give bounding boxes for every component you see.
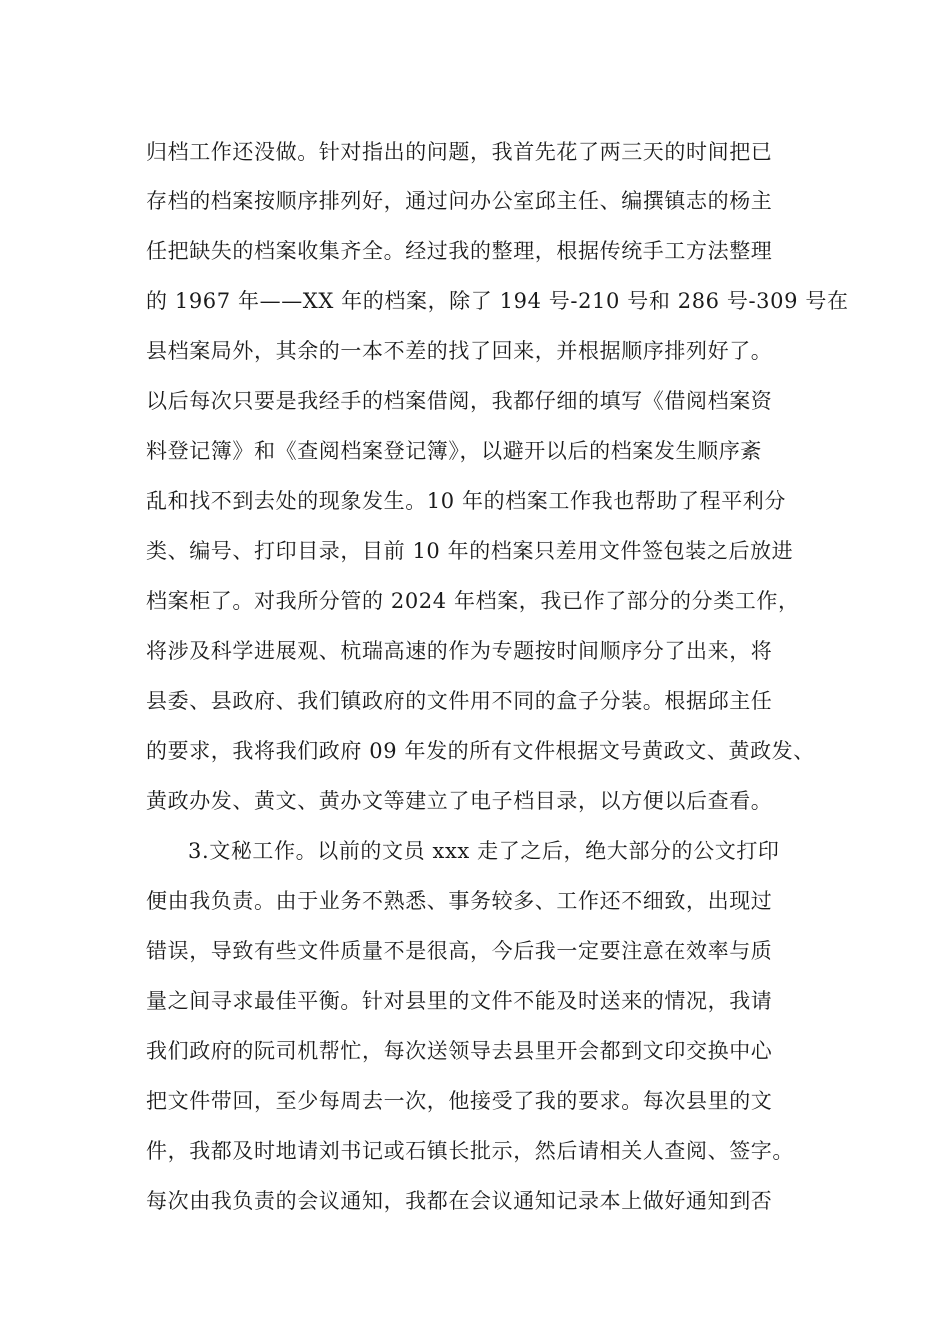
text-line: 以后每次只要是我经手的档案借阅，我都仔细的填写《借阅档案资 [146,389,773,413]
text-line: 将涉及科学进展观、杭瑞高速的作为专题按时间顺序分了出来，将 [146,639,773,663]
text-line: 件，我都及时地请刘书记或石镇长批示，然后请相关人查阅、签字。 [146,1139,794,1163]
text-line: 我们政府的阮司机帮忙，每次送领导去县里开会都到文印交换中心 [146,1039,773,1063]
text-line: 县档案局外，其余的一本不差的找了回来，并根据顺序排列好了。 [146,339,773,363]
text-line: 料登记簿》和《查阅档案登记簿》，以避开以后的档案发生顺序紊 [146,439,762,463]
paragraph-start-line: 3.文秘工作。以前的文员 xxx 走了之后，绝大部分的公文打印 [188,839,780,863]
text-line: 档案柜了。对我所分管的 2024 年档案，我已作了部分的分类工作， [146,589,800,613]
text-line: 的要求，我将我们政府 09 年发的所有文件根据文号黄政文、黄政发、 [146,739,815,763]
text-line: 错误，导致有些文件质量不是很高，今后我一定要注意在效率与质 [146,939,773,963]
text-line: 量之间寻求最佳平衡。针对县里的文件不能及时送来的情况，我请 [146,989,773,1013]
text-line: 的 1967 年——XX 年的档案，除了 194 号-210 号和 286 号-309 号在 [146,289,849,313]
text-line: 县委、县政府、我们镇政府的文件用不同的盒子分装。根据邱主任 [146,689,773,713]
text-line: 黄政办发、黄文、黄办文等建立了电子档目录，以方便以后查看。 [146,789,773,813]
text-line: 把文件带回，至少每周去一次，他接受了我的要求。每次县里的文 [146,1089,773,1113]
text-line: 每次由我负责的会议通知，我都在会议通知记录本上做好通知到否 [146,1189,773,1213]
text-line: 任把缺失的档案收集齐全。经过我的整理，根据传统手工方法整理 [146,239,773,263]
text-line: 乱和找不到去处的现象发生。10 年的档案工作我也帮助了程平利分 [146,489,786,513]
text-line: 类、编号、打印目录，目前 10 年的档案只差用文件签包装之后放进 [146,539,794,563]
text-line: 便由我负责。由于业务不熟悉、事务较多、工作还不细致，出现过 [146,889,773,913]
text-line: 归档工作还没做。针对指出的问题，我首先花了两三天的时间把已 [146,140,773,164]
text-line: 存档的档案按顺序排列好，通过问办公室邱主任、编撰镇志的杨主 [146,189,773,213]
